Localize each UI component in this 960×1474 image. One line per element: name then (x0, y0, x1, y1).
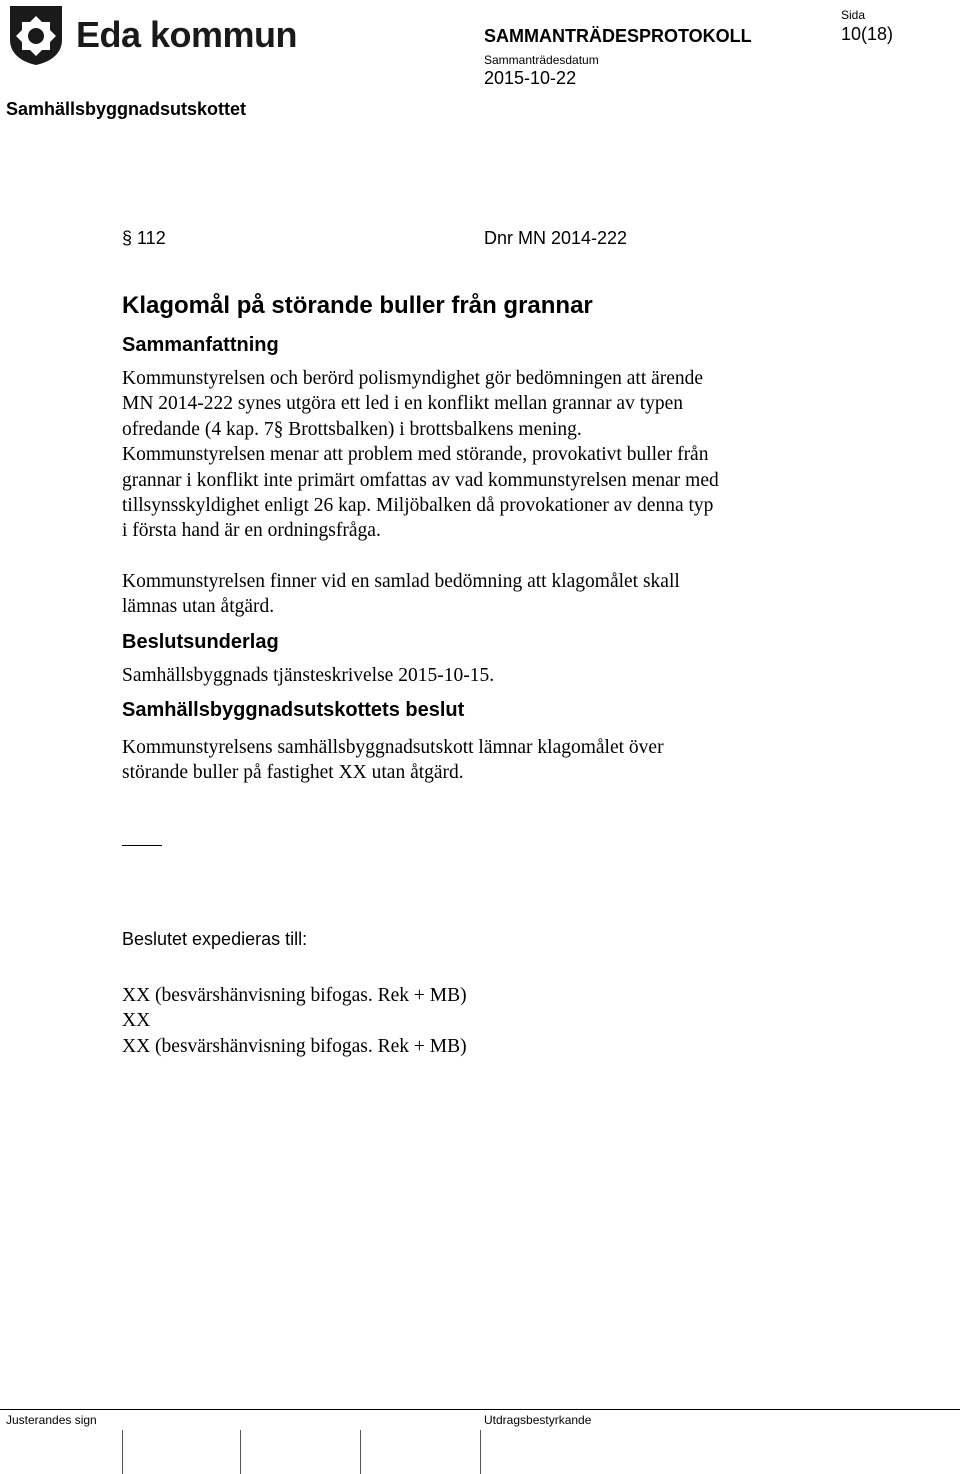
text-line: i första hand är en ordningsfråga. (122, 520, 381, 542)
signature-box-divider (360, 1430, 361, 1474)
signature-box-divider (480, 1430, 481, 1474)
signature-label: Justerandes sign (6, 1413, 97, 1427)
basis-heading: Beslutsunderlag (122, 631, 279, 653)
footer-rule (0, 1409, 960, 1410)
conclusion-paragraph (122, 569, 822, 620)
text-line: Kommunstyrelsen menar att problem med störande, provokativt buller från (122, 444, 709, 466)
text-line: Kommunstyrelsens samhällsbyggnadsutskott lämnar klagomålet över (122, 737, 664, 758)
decision-heading: Samhällsbyggnadsutskottets beslut (122, 699, 465, 721)
summary-heading: Sammanfattning (122, 334, 279, 356)
separator-rule (122, 845, 162, 846)
decision-paragraph (122, 735, 822, 786)
paragraph-number: § 112 (122, 228, 166, 248)
text-line: ofredande (4 kap. 7§ Brottsbalken) i brottsbalkens mening. (122, 418, 582, 440)
municipality-logo (6, 4, 297, 66)
text-line: lämnas utan åtgärd. (122, 596, 275, 618)
distribution-recipient: XX (122, 1010, 151, 1032)
text-line: grannar i konflikt inte primärt omfattas av vad kommunstyrelsen menar med (122, 469, 719, 491)
committee-name: Samhällsbyggnadsutskottet (6, 99, 247, 119)
eda-crest-icon (6, 4, 66, 66)
distribution-recipient: XX (besvärshänvisning bifogas. Rek + MB) (122, 985, 467, 1006)
page-number: 10(18) (841, 24, 894, 44)
text-line: störande buller på fastighet XX utan åtgärd. (122, 762, 464, 784)
signature-box-divider (122, 1430, 123, 1474)
distribution-heading: Beslutet expedieras till: (122, 929, 308, 949)
item-title: Klagomål på störande buller från grannar (122, 292, 593, 319)
signature-box-divider (240, 1430, 241, 1474)
text-line: tillsynsskyldighet enligt 26 kap. Miljöbalken då provokationer av denna typ (122, 495, 714, 517)
summary-paragraph (122, 366, 822, 544)
text-line: Kommunstyrelsen och berörd polismyndighet gör bedömningen att ärende (122, 368, 704, 389)
document-type: SAMMANTRÄDESPROTOKOLL (484, 26, 752, 46)
extract-label: Utdragsbestyrkande (484, 1413, 592, 1427)
page-label: Sida (841, 8, 866, 22)
diary-number: Dnr MN 2014-222 (484, 228, 628, 248)
org-name: Eda kommun (76, 14, 298, 55)
text-line: MN 2014-222 synes utgöra ett led i en konflikt mellan grannar av typen (122, 393, 684, 415)
basis-text: Samhällsbyggnads tjänsteskrivelse 2015-10-15. (122, 665, 495, 686)
meeting-date-label: Sammanträdesdatum (484, 53, 599, 67)
distribution-recipient: XX (besvärshänvisning bifogas. Rek + MB) (122, 1035, 467, 1057)
meeting-date: 2015-10-22 (484, 68, 577, 88)
text-line: Kommunstyrelsen finner vid en samlad bedömning att klagomålet skall (122, 571, 680, 592)
distribution-list (122, 983, 467, 1059)
